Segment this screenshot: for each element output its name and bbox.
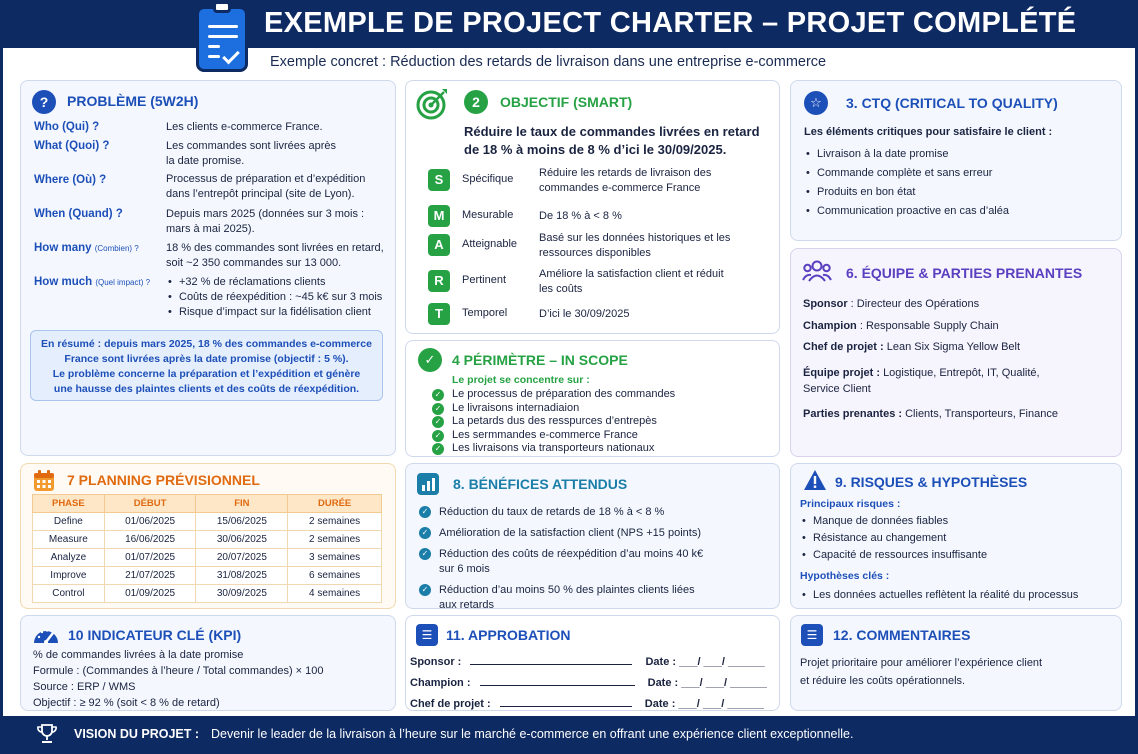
when-value-1: Depuis mars 2025 (données sur 3 mois : [166, 208, 365, 220]
list-item: • Livraison à la date promise [804, 147, 1114, 162]
list-item: • Manque de données fiables [800, 514, 1110, 529]
kpi-title: 10 INDICATEUR CLÉ (KPI) [68, 627, 242, 643]
smart-name: Spécifique [462, 173, 514, 185]
clipboard-icon [196, 6, 248, 72]
table-header: DÉBUT [104, 495, 196, 513]
footer-text: Devenir le leader de la livraison à l’heure sur le marché e-commerce en offrant une expérience client exceptionnelle. [211, 727, 854, 741]
card-risques [790, 463, 1122, 609]
benefices-list [419, 505, 769, 613]
card-commentaires [790, 615, 1122, 711]
equipe-parties: Parties prenantes : Clients, Transporteurs, Finance [803, 408, 1058, 420]
check-icon: ✓ [419, 548, 431, 560]
smart-letter-a: A [428, 234, 450, 256]
list-item [419, 505, 769, 520]
list-item: • Coûts de réexpédition : ~45 k€ sur 3 mois [166, 290, 388, 305]
objectif-statement-2: de 18 % à moins de 8 % d’ici le 30/09/2025. [464, 142, 727, 157]
target-icon [415, 87, 449, 121]
smart-name: Mesurable [462, 209, 514, 221]
equipe-equipe: Équipe projet : Logistique, Entrepôt, IT, Qualité, [803, 367, 1040, 379]
list-item-text: Réduction d’au moins 50 % des plaintes clients liées [439, 584, 695, 596]
table-cell: Control [33, 585, 105, 603]
where-value-1: Processus de préparation et d’expédition [166, 173, 366, 185]
approbation-label: Champion : [410, 677, 471, 689]
list-item [419, 526, 769, 541]
approbation-label: Sponsor : [410, 656, 462, 668]
check-circle-icon: ✓ [418, 348, 442, 372]
smart-desc: De 18 % à < 8 % [539, 210, 622, 222]
smart-desc: Basé sur les données historiques et les ressources disponibles [539, 232, 731, 259]
list-item: • Risque d’impact sur la fidélisation client [166, 305, 388, 320]
check-icon: ✓ [432, 443, 444, 455]
smart-name: Pertinent [462, 274, 507, 286]
table-cell: 15/06/2025 [196, 513, 288, 531]
check-icon: ✓ [419, 506, 431, 518]
commentaires-line-1: Projet prioritaire pour améliorer l’expérience client [800, 657, 1043, 669]
benefices-title: 8. BÉNÉFICES ATTENDUS [453, 476, 628, 492]
risks-list [800, 514, 1110, 563]
smart-letter-r: R [428, 270, 450, 292]
team-icon [802, 259, 832, 283]
footer-bar [0, 716, 1138, 754]
signature-line[interactable] [480, 676, 635, 686]
list-item: • Produits en bon état [804, 185, 1114, 200]
table-cell: 3 semaines [288, 549, 382, 567]
planning-table [32, 494, 382, 603]
approbation-row [410, 676, 767, 689]
list-item-text: Réduction du taux de retards de 18 % à < 8 % [439, 506, 665, 518]
card-ctq [790, 80, 1122, 241]
table-cell: 31/08/2025 [196, 567, 288, 585]
table-row [33, 585, 382, 603]
commentaires-title: 12. COMMENTAIRES [833, 627, 971, 643]
equipe-champion: Champion : Responsable Supply Chain [803, 320, 999, 332]
approbation-label: Chef de projet : [410, 698, 491, 710]
list-item [432, 442, 762, 456]
smart-letter-m: M [428, 205, 450, 227]
ctq-list [804, 147, 1114, 219]
who-label: Who (Qui) ? [34, 121, 100, 133]
table-header: DURÉE [288, 495, 382, 513]
list-item-text: Les livraisons via transporteurs nationaux [452, 442, 655, 454]
ctq-intro: Les éléments critiques pour satisfaire le client : [804, 126, 1053, 138]
document-icon: ☰ [801, 624, 823, 646]
who-value: Les clients e-commerce France. [166, 121, 323, 133]
list-item-text: Le livraisons internadiaion [452, 401, 580, 414]
smart-desc: D’ici le 30/09/2025 [539, 308, 630, 320]
kpi-line-3: Source : ERP / WMS [33, 681, 136, 693]
what-value-1: Les commandes sont livrées après [166, 140, 336, 152]
table-cell: 01/09/2025 [104, 585, 196, 603]
summary-line: Le problème concerne la préparation et l’expédition et génère [52, 368, 361, 380]
list-item: • +32 % de réclamations clients [166, 275, 388, 290]
objectif-statement-1: Réduire le taux de commandes livrées en retard [464, 124, 760, 139]
table-row [33, 531, 382, 549]
document-icon: ☰ [416, 624, 438, 646]
star-badge-icon: ☆ [804, 91, 828, 115]
list-item [432, 429, 762, 443]
check-icon: ✓ [432, 416, 444, 428]
objectif-number-badge: 2 [464, 90, 488, 114]
table-cell: 2 semaines [288, 513, 382, 531]
card-equipe [790, 248, 1122, 457]
table-cell: 20/07/2025 [196, 549, 288, 567]
gauge-icon [32, 623, 60, 645]
summary-line: En résumé : depuis mars 2025, 18 % des commandes e-commerce [41, 338, 372, 350]
probleme-title: PROBLÈME (5W2H) [67, 93, 199, 109]
list-item-text: Réduction des coûts de réexpédition d’au moins 40 k€ [439, 548, 704, 560]
list-item-text: Le processus de préparation des commandes [452, 388, 676, 400]
approbation-row [410, 697, 764, 710]
list-item [432, 402, 762, 416]
list-item-text: Les sermmandes e-commerce France [452, 428, 638, 441]
check-icon: ✓ [432, 389, 444, 401]
list-item: • Communication proactive en cas d’aléa [804, 204, 1114, 219]
card-benefices [405, 463, 780, 609]
kpi-line-2: Formule : (Commandes à l’heure / Total commandes) × 100 [33, 665, 324, 677]
how-many-value-2: soit ~2 350 commandes sur 13 000. [166, 257, 342, 269]
list-item: • Résistance au changement [800, 531, 1110, 546]
what-value-2: la date promise. [166, 155, 245, 167]
equipe-title: 6. ÉQUIPE & PARTIES PRENANTES [846, 265, 1083, 281]
kpi-line-4: Objectif : ≥ 92 % (soit < 8 % de retard) [33, 697, 220, 709]
check-icon: ✓ [419, 584, 431, 596]
table-header: FIN [196, 495, 288, 513]
list-item-text: aux retards [439, 599, 495, 611]
equipe-chef: Chef de projet : Lean Six Sigma Yellow Belt [803, 341, 1021, 353]
list-item: • Les données actuelles reflètent la réalité du processus [800, 588, 1115, 603]
table-cell: 4 semaines [288, 585, 382, 603]
approbation-row [410, 655, 765, 668]
card-perimetre [405, 340, 780, 457]
commentaires-line-2: et réduire les coûts opérationnels. [800, 675, 966, 687]
list-item-text: Amélioration de la satisfaction client (NPS +15 points) [439, 527, 701, 539]
perimetre-list [432, 388, 762, 456]
trophy-icon [36, 724, 58, 744]
approbation-title: 11. APPROBATION [446, 627, 571, 643]
how-much-list [166, 275, 388, 320]
how-much-label: How much (Quel impact) ? [34, 276, 151, 288]
list-item: • Capacité de ressources insuffisante [800, 548, 1110, 563]
list-item [419, 583, 769, 613]
table-cell: 2 semaines [288, 531, 382, 549]
list-item: • Commande complète et sans erreur [804, 166, 1114, 181]
list-item [432, 415, 762, 429]
signature-line[interactable] [500, 697, 632, 707]
list-item-text: sur 6 mois [439, 563, 490, 575]
list-item [419, 547, 769, 577]
table-row [33, 549, 382, 567]
table-cell: 16/06/2025 [104, 531, 196, 549]
how-many-value-1: 18 % des commandes sont livrées en retard, [166, 242, 384, 254]
table-header-row [33, 495, 382, 513]
table-cell: Improve [33, 567, 105, 585]
where-label: Where (Où) ? [34, 174, 107, 186]
objectif-title: OBJECTIF (SMART) [500, 94, 633, 110]
list-item-text: La petards dus des resspurces d’entrepès [452, 415, 657, 427]
date-field[interactable]: Date : ___/ ___/ ______ [644, 698, 765, 710]
when-value-2: mars à mai 2025). [166, 223, 255, 235]
list-item [432, 388, 762, 402]
header-bar [0, 0, 1138, 48]
check-icon: ✓ [419, 527, 431, 539]
table-cell: Define [33, 513, 105, 531]
where-value-2: dans l’entrepôt principal (site de Lyon). [166, 188, 355, 200]
table-cell: Analyze [33, 549, 105, 567]
smart-letter-s: S [428, 169, 450, 191]
risques-title: 9. RISQUES & HYPOTHÈSES [835, 474, 1028, 490]
ctq-title: 3. CTQ (CRITICAL TO QUALITY) [846, 95, 1058, 111]
what-label: What (Quoi) ? [34, 140, 110, 152]
when-label: When (Quand) ? [34, 208, 123, 220]
page-subtitle: Exemple concret : Réduction des retards de livraison dans une entreprise e-commerce [270, 54, 827, 70]
warning-icon [803, 469, 827, 491]
perimetre-title: 4 PÉRIMÈTRE – IN SCOPE [452, 352, 628, 368]
smart-name: Atteignable [462, 238, 518, 250]
equipe-sponsor: Sponsor : Directeur des Opérations [803, 298, 980, 310]
smart-desc: Améliore la satisfaction client et réduit les coûts [539, 268, 724, 295]
table-cell: 30/09/2025 [196, 585, 288, 603]
calendar-icon [32, 469, 56, 493]
table-cell: 21/07/2025 [104, 567, 196, 585]
smart-letter-t: T [428, 303, 450, 325]
table-cell: 01/06/2025 [104, 513, 196, 531]
table-cell: 01/07/2025 [104, 549, 196, 567]
signature-line[interactable] [470, 655, 632, 665]
probleme-summary [30, 330, 383, 401]
table-cell: 30/06/2025 [196, 531, 288, 549]
check-icon: ✓ [432, 430, 444, 442]
card-kpi [20, 615, 396, 711]
table-row [33, 567, 382, 585]
perimetre-intro: Le projet se concentre sur : [452, 374, 590, 386]
risks-label: Principaux risques : [800, 498, 901, 510]
footer-label: VISION DU PROJET : [74, 727, 200, 741]
check-icon: ✓ [432, 403, 444, 415]
table-cell: 6 semaines [288, 567, 382, 585]
question-icon: ? [32, 90, 56, 114]
how-many-label: How many (Combien) ? [34, 242, 139, 254]
smart-desc: Réduire les retards de livraison des commandes e-commerce France [539, 167, 712, 194]
table-cell: Measure [33, 531, 105, 549]
planning-title: 7 PLANNING PRÉVISIONNEL [67, 472, 260, 488]
table-row [33, 513, 382, 531]
hyp-label: Hypothèses clés : [800, 570, 890, 582]
page-title: EXEMPLE DE PROJECT CHARTER – PROJET COMPLÉTÉ [264, 7, 1077, 39]
kpi-line-1: % de commandes livrées à la date promise [33, 649, 244, 661]
date-field[interactable]: Date : ___/ ___/ ______ [647, 677, 767, 689]
smart-name: Temporel [462, 307, 508, 319]
bar-chart-icon [417, 473, 439, 495]
table-header: PHASE [33, 495, 105, 513]
equipe-equipe-2: Service Client [803, 383, 871, 395]
hyp-list [800, 588, 1115, 603]
summary-line: France sont livrées après la date promise (objectif : 5 %). [64, 353, 349, 365]
date-field[interactable]: Date : ___/ ___/ ______ [645, 656, 765, 668]
summary-line: une hausse des plaintes clients et des coûts de réexpédition. [53, 383, 360, 395]
